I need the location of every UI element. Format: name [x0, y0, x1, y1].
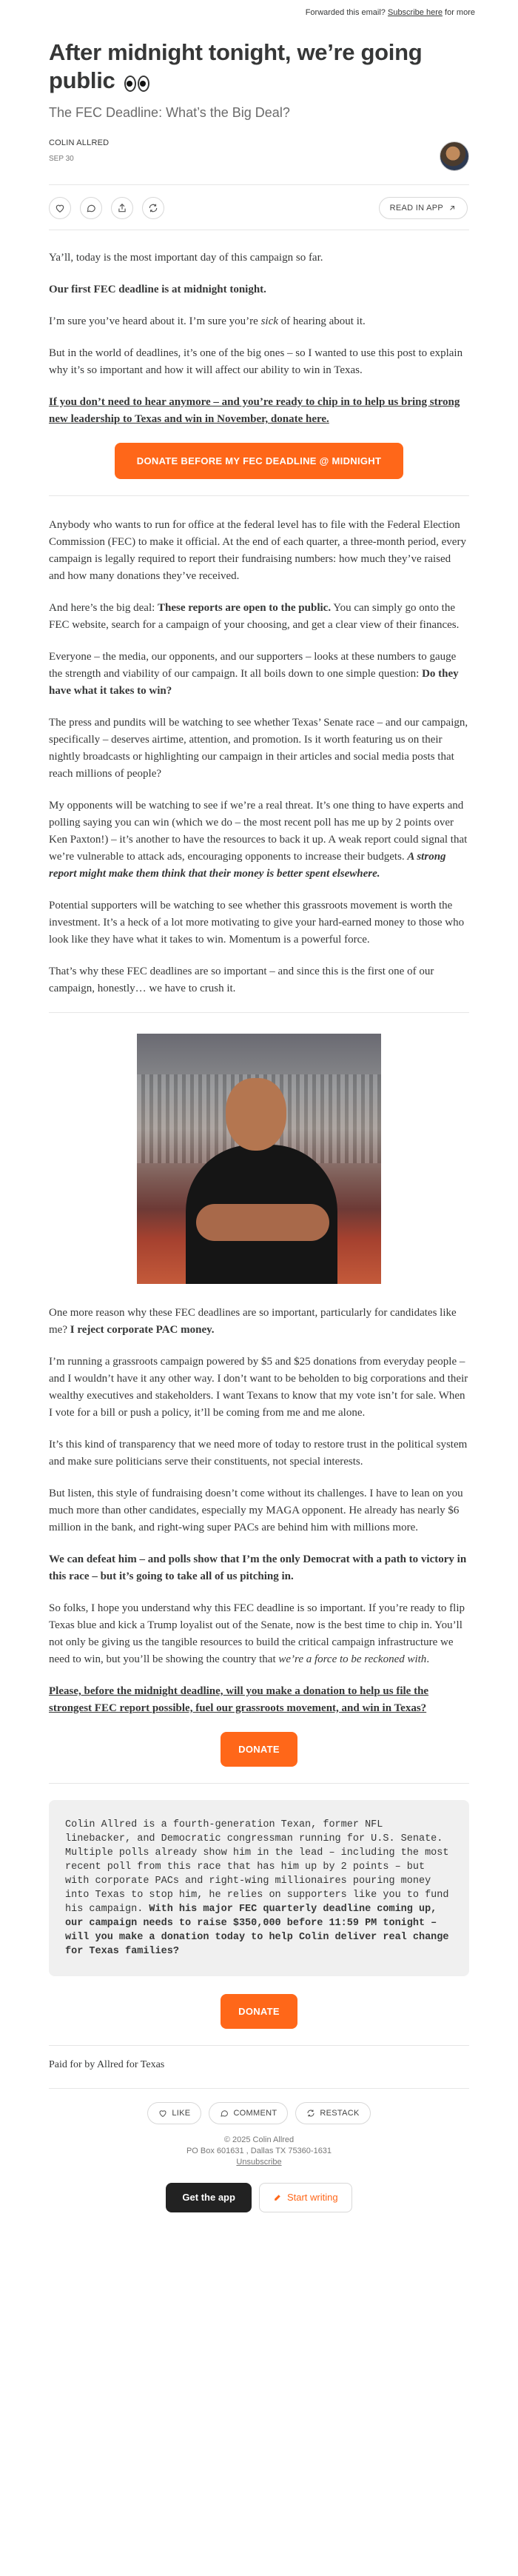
paragraph: Potential supporters will be watching to see whether this grassroots movement is worth the investment. It’s a heck of a lot more motivating to give your hard-earned money to those who look like they have what it takes to win. Momentum is a powerful force.: [49, 899, 465, 946]
arrow-icon: [448, 204, 457, 213]
candidate-bio-block: Colin Allred is a fourth-generation Texan, former NFL linebacker, and Democratic congressman running for U.S. Senate. Multiple polls already show him in the lead – including the most recent poll from this race that has him up by 2 points – but with corporate PACs and right-wing millionaires pouring money into Texas to stop him, he relies on supporters like you to fund his campaign. With his major FEC quarterly deadline coming up, our campaign needs to raise $350,000 before 11:59 PM tonight – will you make a donation today to help Colin deliver real change for Texas families?: [49, 1800, 469, 1976]
subscribe-link[interactable]: Subscribe here: [387, 8, 443, 17]
comment-icon: [220, 2109, 229, 2118]
paragraph: Ya’ll, today is the most important day of this campaign so far.: [49, 251, 323, 264]
paid-for-disclaimer: Paid for by Allred for Texas: [49, 2045, 469, 2088]
paragraph: That’s why these FEC deadlines are so important – and since this is the first one of our campaign, honestly… we have to crush it.: [49, 965, 434, 994]
paragraph: But listen, this style of fundraising doesn’t come without its challenges. I have to lean on you much more than other candidates, especially my MAGA opponent. He already has nearly $6 million in the bank, and right-wing super PACs are behind him with millions more.: [49, 1487, 463, 1533]
divider: [49, 495, 469, 496]
footer-info: [49, 2135, 469, 2168]
footer-actions: [49, 2088, 469, 2124]
forward-bar: [0, 0, 518, 22]
restack-button[interactable]: [142, 197, 164, 219]
post-body: [49, 250, 469, 2088]
post-date: SEP 30: [49, 154, 74, 163]
mailing-address: PO Box 601631 , Dallas TX 75360-1631: [186, 2146, 332, 2155]
post-subtitle: The FEC Deadline: What’s the Big Deal?: [49, 104, 290, 120]
paragraph: But in the world of deadlines, it’s one of the big ones – so I wanted to use this post to explain why it’s so important and how it will affect our ability to win in Texas.: [49, 347, 463, 376]
restack-icon: [306, 2109, 315, 2118]
footer-like-button[interactable]: LIKE: [147, 2102, 201, 2124]
forward-suffix: for more: [442, 8, 475, 17]
paragraph: [49, 1683, 469, 1717]
pen-icon: [273, 2192, 283, 2202]
restack-icon: [148, 203, 158, 213]
paragraph: Anybody who wants to run for office at the federal level has to file with the Federal Election Commission (FEC) to make it official. At the end of each quarter, a three-month period, every campaign is legally required to report their fundraising numbers: how much they’ve raised and how many donations they’ve received.: [49, 518, 466, 582]
candidate-photo: [137, 1034, 381, 1284]
heart-icon: [55, 203, 65, 213]
paragraph: [49, 394, 469, 428]
forward-prefix: Forwarded this email?: [305, 8, 388, 17]
paragraph: One more reason why these FEC deadlines are so important, particularly for candidates like me? I reject corporate PAC money.: [49, 1306, 457, 1336]
title-text: After midnight tonight, we’re going public: [49, 39, 423, 93]
paragraph: It’s this kind of transparency that we need more of today to restore trust in the political system and make sure politicians serve their constituents, not special interests.: [49, 1438, 468, 1468]
cta-row: [49, 443, 469, 479]
divider: [49, 1783, 469, 1784]
post-actions-bar: [49, 184, 469, 230]
divider: [49, 1012, 469, 1013]
post-container: [0, 39, 518, 2220]
avatar[interactable]: [440, 141, 469, 171]
read-in-app-label: READ IN APP: [389, 203, 443, 213]
donate-before-deadline-button[interactable]: DONATE BEFORE MY FEC DEADLINE @ MIDNIGHT: [115, 443, 403, 479]
cta-row: [49, 1994, 469, 2029]
donate-link-final[interactable]: Please, before the midnight deadline, will you make a donation to help us file the strongest FEC report possible, fuel our grassroots movement, and win in Texas?: [49, 1685, 429, 1714]
like-button[interactable]: [49, 197, 71, 219]
paragraph: Everyone – the media, our opponents, and our supporters – looks at these numbers to gauge the strength and viability of our campaign. It all boils down to one simple question: Do they have what it takes to win?: [49, 650, 459, 697]
footer-app-buttons: [49, 2183, 469, 2220]
donate-link[interactable]: If you don’t need to hear anymore – and you’re ready to chip in to help us bring strong new leadership to Texas and win in November, donate here.: [49, 395, 460, 425]
paragraph: So folks, I hope you understand why this FEC deadline is so important. If you’re ready to flip Texas blue and kick a Trump loyalist out of the Senate, now is the best time to chip in. You’ll not only be giving us the tangible resources to build the critical campaign infrastructure we need to win, but you’ll be showing the country that we’re a force to be reckoned with.: [49, 1602, 465, 1665]
paragraph: [49, 281, 469, 298]
bold-text: Our first FEC deadline is at midnight tonight.: [49, 283, 266, 295]
paragraph: I’m sure you’ve heard about it. I’m sure you’re sick of hearing about it.: [49, 315, 366, 327]
get-the-app-button[interactable]: Get the app: [166, 2183, 252, 2212]
donate-button-bottom[interactable]: DONATE: [221, 1994, 297, 2029]
share-button[interactable]: [111, 197, 133, 219]
comment-icon: [86, 203, 96, 213]
paragraph: I’m running a grassroots campaign powered by $5 and $25 donations from everyday people – and I wouldn’t have it any other way. I don’t want to be beholden to big corporations and their wealthy executives and stakeholders. I want Texans to know that my vote isn’t for sale. When I vote for a bill or push a policy, it’ll be coming from me and me alone.: [49, 1355, 468, 1419]
cta-row: [49, 1732, 469, 1767]
heart-icon: [158, 2109, 167, 2118]
footer-restack-button[interactable]: RESTACK: [295, 2102, 370, 2124]
paragraph: The press and pundits will be watching to see whether Texas’ Senate race – and our campaign, specifically – deserves airtime, attention, and promotion. Is it worth featuring us on their nightly broadcasts or highlighting our campaign in their articles and social media posts that reach millions of people?: [49, 716, 468, 780]
eyes-emoji-icon: [124, 68, 151, 96]
donate-button[interactable]: DONATE: [221, 1732, 297, 1767]
author-name[interactable]: COLIN ALLRED: [49, 138, 110, 147]
paragraph: We can defeat him – and polls show that I’m the only Democrat with a path to victory in this race – but it’s going to take all of us pitching in.: [49, 1553, 467, 1582]
footer-comment-button[interactable]: COMMENT: [209, 2102, 288, 2124]
paragraph: And here’s the big deal: These reports are open to the public. You can simply go onto the FEC website, search for a campaign of your choosing, and get a clear view of their finances.: [49, 601, 460, 631]
comment-button[interactable]: [80, 197, 102, 219]
byline: [49, 138, 469, 174]
paragraph: My opponents will be watching to see if we’re a real threat. It’s one thing to have experts and polling saying you can win (which we do – the most recent poll has me up by 2 points over Ken Paxton!) – it’s another to have the resources to back it up. A weak report could signal that we’re vulnerable to attack ads, encouraging opponents to increase their budgets. A strong report might make them think that their money is better spent elsewhere.: [49, 799, 468, 880]
share-icon: [117, 203, 127, 213]
unsubscribe-link[interactable]: Unsubscribe: [236, 2157, 282, 2167]
start-writing-button[interactable]: Start writing: [259, 2183, 352, 2212]
post-title: [49, 39, 469, 96]
copyright: © 2025 Colin Allred: [223, 2135, 295, 2144]
read-in-app-button[interactable]: [379, 197, 468, 219]
